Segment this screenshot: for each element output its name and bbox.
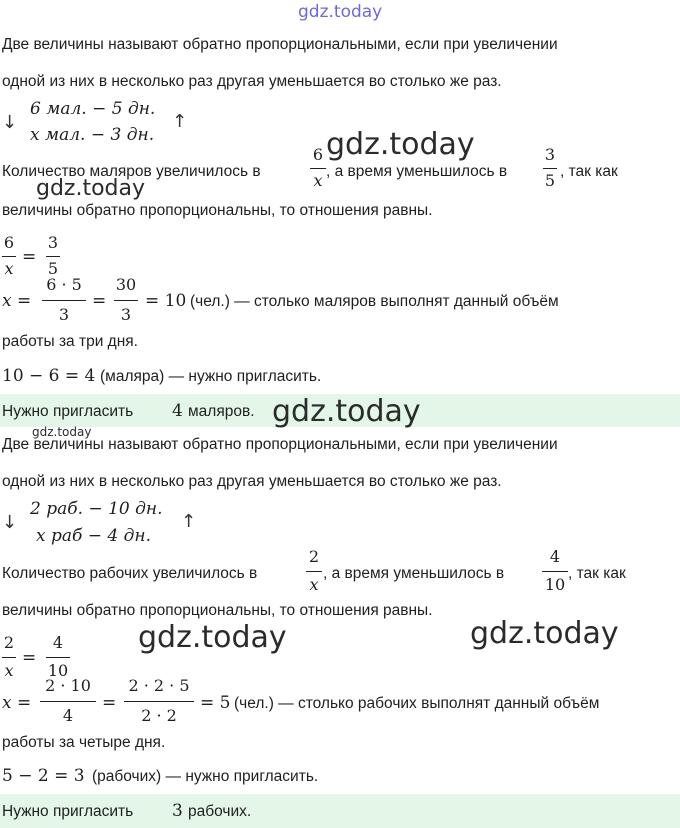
task1-calc-fraction-1: 6 · 5 3 bbox=[42, 276, 86, 324]
task2-answer-number: 3 bbox=[172, 801, 183, 821]
task1-proportion-right: 3 5 bbox=[47, 233, 59, 278]
task1-fraction-3-over-5: 3 5 bbox=[544, 145, 556, 190]
task2-proportion-eq: = bbox=[22, 648, 37, 668]
task2-calc-line-2: работы за четыре дня. bbox=[2, 734, 166, 751]
task2-row-2: x раб − 4 дн. bbox=[36, 526, 152, 546]
task1-sentence-b: , а время уменьшилось в bbox=[326, 163, 508, 180]
task1-fraction-6-over-x: 6 x bbox=[310, 146, 326, 190]
watermark-big-4: gdz.today bbox=[470, 616, 619, 651]
arrow-down-icon: ↓ bbox=[2, 112, 18, 133]
task2-calc-result: = 5 bbox=[200, 693, 231, 713]
task1-calc-fraction-2: 30 3 bbox=[115, 275, 137, 324]
task2-answer-label: Нужно пригласить bbox=[2, 803, 134, 820]
watermark-big-1: gdz.today bbox=[326, 127, 475, 162]
task2-proportion-left: 2 x bbox=[3, 633, 15, 680]
arrow-up-icon: ↑ bbox=[172, 111, 188, 132]
task1-answer-label: Нужно пригласить bbox=[2, 403, 134, 420]
task1-row-2: x мал. − 3 дн. bbox=[30, 125, 155, 145]
task2-calc-eq-1: = bbox=[102, 693, 117, 713]
task2-sentence-c: , так как bbox=[568, 565, 626, 582]
task1-calc-eq-1: = bbox=[92, 291, 107, 311]
task2-answer-unit: рабочих. bbox=[188, 803, 252, 820]
task2-sentence-line-2: величины обратно пропорциональны, то отношения равны. bbox=[2, 602, 433, 619]
task1-calc-x: x = bbox=[2, 291, 32, 311]
task2-fraction-2-over-x: 2 x bbox=[306, 548, 322, 594]
task1-calc-text: (чел.) — столько маляров выполнят данный объём bbox=[190, 293, 559, 310]
task1-sentence-c: , так как bbox=[560, 163, 618, 180]
task2-sentence-a: Количество рабочих увеличилось в bbox=[2, 565, 258, 582]
watermark-medium-1: gdz.today bbox=[36, 176, 146, 201]
task2-row-1: 2 раб. − 10 дн. bbox=[30, 499, 163, 519]
task2-calc-text: (чел.) — столько рабочих выполнят данный объём bbox=[234, 695, 600, 712]
definition-line-2: одной из них в несколько раз другая уменьшается во столько же раз. bbox=[2, 73, 502, 90]
arrow-up-icon: ↑ bbox=[181, 511, 197, 532]
task1-sentence-line-2: величины обратно пропорциональны, то отношения равны. bbox=[2, 202, 433, 219]
task1-answer-number: 4 bbox=[172, 401, 183, 421]
task1-proportion-eq: = bbox=[22, 247, 37, 267]
task1-invite-text: (маляра) — нужно пригласить. bbox=[100, 368, 322, 385]
watermark-big-3: gdz.today bbox=[138, 620, 287, 655]
task2-invite-calc: 5 − 2 = 3 bbox=[2, 766, 85, 786]
task2-fraction-4-over-10: 4 10 bbox=[542, 548, 568, 594]
watermark-small: gdz.today bbox=[32, 425, 92, 439]
task1-sentence-a: Количество маляров увеличилось в bbox=[2, 163, 261, 180]
task1-proportion-left: 6 x bbox=[3, 233, 15, 278]
definition-line-1: Две величины называют обратно пропорциональными, если при увеличении bbox=[2, 36, 558, 53]
task1-calc-result: = 10 bbox=[145, 291, 187, 311]
definition-2-line-1: Две величины называют обратно пропорциональными, если при увеличении bbox=[2, 436, 558, 453]
task1-row-1: 6 мал. − 5 дн. bbox=[30, 99, 156, 119]
task1-calc-line-2: работы за три дня. bbox=[2, 333, 138, 350]
watermark-top: gdz.today bbox=[298, 2, 383, 22]
task2-proportion-right: 4 10 bbox=[47, 633, 69, 680]
definition-2-line-2: одной из них в несколько раз другая уменьшается во столько же раз. bbox=[2, 473, 502, 490]
task1-answer-unit: маляров. bbox=[188, 403, 255, 420]
task2-invite-text: (рабочих) — нужно пригласить. bbox=[92, 768, 319, 785]
watermark-big-2: gdz.today bbox=[272, 394, 421, 429]
task2-calc-fraction-2: 2 · 2 · 5 2 · 2 bbox=[124, 677, 194, 725]
task2-calc-x: x = bbox=[2, 693, 32, 713]
task2-sentence-b: , а время уменьшилось в bbox=[323, 565, 505, 582]
task2-calc-fraction-1: 2 · 10 4 bbox=[40, 677, 96, 725]
task1-invite-calc: 10 − 6 = 4 bbox=[2, 366, 96, 386]
arrow-down-icon: ↓ bbox=[2, 512, 18, 533]
